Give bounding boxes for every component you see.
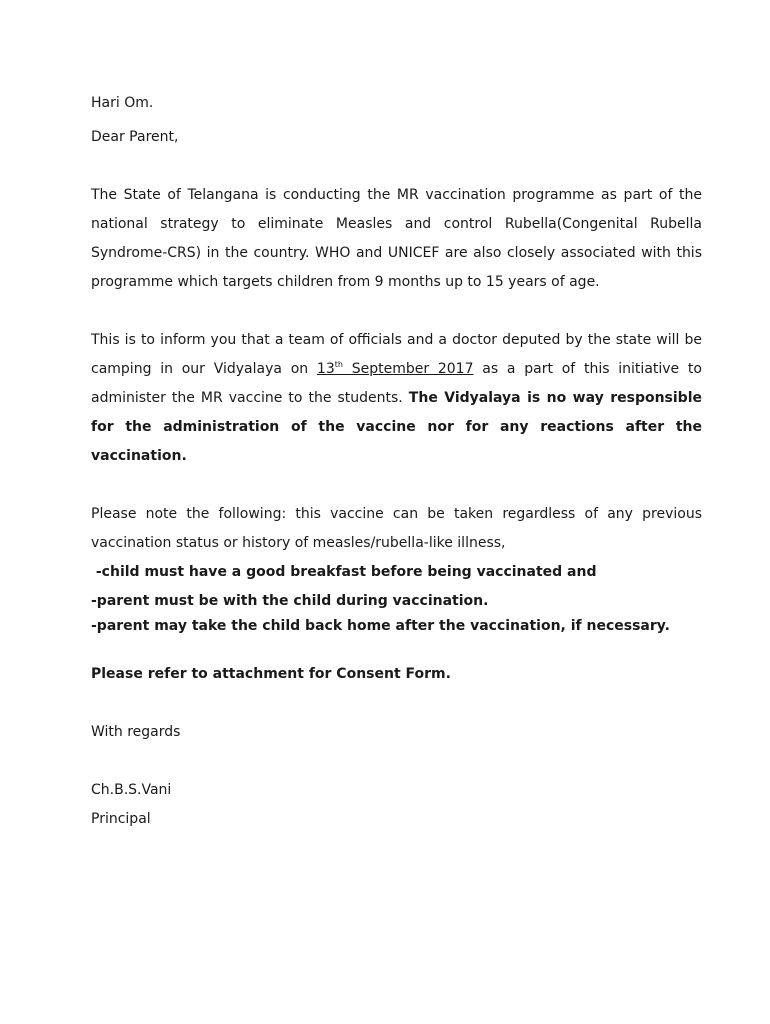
signatory-name: Ch.B.S.Vani [91, 782, 172, 798]
paragraph-1-line-2: national strategy to eliminate Measles and control Rubella(Congenital Rubella [91, 216, 702, 232]
greeting: Hari Om. [91, 95, 154, 111]
paragraph-2-line-5: vaccination. [91, 448, 187, 464]
paragraph-3-line-2: vaccination status or history of measles/rubella-like illness, [91, 535, 506, 551]
note-item-breakfast: -child must have a good breakfast before being vaccinated and [91, 564, 597, 580]
paragraph-1-line-1: The State of Telangana is conducting the MR vaccination programme as part of the [91, 187, 702, 203]
paragraph-1-line-4: programme which targets children from 9 months up to 15 years of age. [91, 274, 600, 290]
paragraph-3-line-1: Please note the following: this vaccine can be taken regardless of any previous [91, 506, 702, 522]
paragraph-2-line-2: camping in our Vidyalaya on 13th September 2017 as a part of this initiative to [91, 360, 702, 377]
paragraph-2-line-1: This is to inform you that a team of officials and a doctor deputed by the state will be [91, 332, 702, 348]
vaccination-date: 13th September 2017 [316, 360, 474, 377]
note-item-take-home: -parent may take the child back home after the vaccination, if necessary. [91, 618, 670, 634]
paragraph-2-line-4: for the administration of the vaccine nor for any reactions after the [91, 419, 702, 435]
closing: With regards [91, 724, 181, 740]
salutation: Dear Parent, [91, 129, 179, 145]
paragraph-2-line-3: administer the MR vaccine to the students. The Vidyalaya is no way responsible [91, 390, 702, 406]
paragraph-1-line-3: Syndrome-CRS) in the country. WHO and UNICEF are also closely associated with this [91, 245, 702, 261]
note-item-parent-present: -parent must be with the child during vaccination. [91, 593, 489, 609]
signatory-title: Principal [91, 811, 151, 827]
consent-form-note: Please refer to attachment for Consent Form. [91, 666, 451, 682]
